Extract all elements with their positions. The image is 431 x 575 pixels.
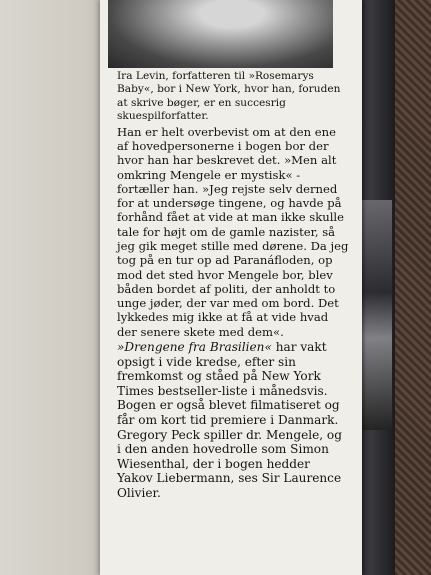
article-paragraph-book-text: har vakt opsigt i vide kredse, efter sin fremkomst og ståed på New York Times bestseller-liste i månedsvis. Bogen er også blevet filmatiseret og får om kort tid premiere i Danmark. Gregory Peck spiller dr. Mengele, og i den anden hovedrolle som Simon Wiesenthal, der i bogen hedder Yakov Liebermann, ses Sir Laurence Olivier. [117, 340, 342, 501]
adjacent-photo-strip [360, 200, 392, 430]
left-book-page [0, 0, 108, 575]
book-title: »Drengene fra Brasilien« [117, 340, 272, 355]
author-photo [108, 0, 333, 68]
article-paragraph-book [117, 340, 349, 501]
article-paragraph-interview: Han er helt overbevist om at den ene af hovedpersonerne i bogen bor der hvor han har beskrevet det. »Men alt omkring Mengele er mystisk« - fortæller han. »Jeg rejste selv derned for at undersøge tingene, og havde på forhånd fået at vide at man ikke skulle tale for højt om de gamle nazister, så jeg gik meget stille med dørene. Da jeg tog på en tur op ad Paranáfloden, op mod det sted hvor Mengele bor, blev båden bordet af politi, der anholdt to unge jøder, der var med om bord. Det lykkedes mig ikke at få at vide hvad der senere skete med dem«. [117, 124, 349, 339]
article-text [117, 70, 349, 501]
photo-caption: Ira Levin, forfatteren til »Rosemarys Baby«, bor i New York, hvor han, foruden at skrive bøger, er en succesrig skuespilforfatter. [117, 70, 341, 123]
